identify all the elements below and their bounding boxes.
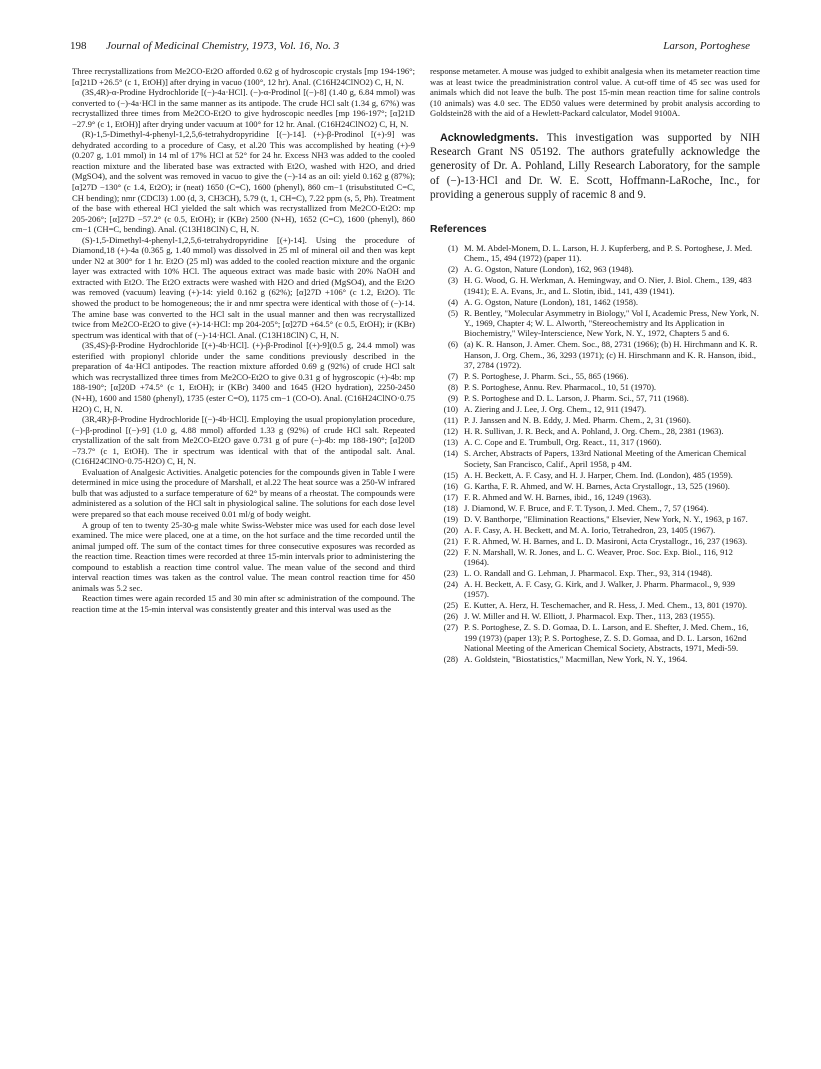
references-heading: References: [430, 223, 487, 236]
reference-item: [430, 579, 760, 600]
reference-item: [430, 492, 760, 502]
reference-text: P. J. Janssen and N. B. Eddy, J. Med. Pharm. Chem., 2, 31 (1960).: [464, 415, 691, 426]
page-header: [70, 40, 750, 56]
paragraph: (3S,4R)-α-Prodine Hydrochloride [(−)-4a·HCl]. (−)-α-Prodinol [(−)-8] (1.40 g, 6.84 mmol) was converted to (−)-4a·HCl in the same manner as its antipode. The crude HCl salt (1.34 g, 67%) was recrystallized three times from Me2CO-Et2O to give hydroscopic needles [mp 196-197°; [α]21D −27.9° (c 1, EtOH)] after drying under vacuum at 100° for 12 hr. Anal. (C16H24ClNO2) C, H, N.: [72, 87, 415, 129]
reference-text: H. G. Wood, G. H. Werkman, A. Hemingway, and O. Nier, J. Biol. Chem., 139, 483 (1941); E. A. Evans, Jr., and L. Slotin, ibid., 141, 439 (1941).: [464, 275, 752, 296]
paragraph: Three recrystallizations from Me2CO-Et2O afforded 0.62 g of hydroscopic crystals [mp 194-196°; [α]21D +26.5° (c 1, EtOH)] after drying in vacuo (100°, 12 hr). Anal. (C16H24ClNO2) C, H, N.: [72, 66, 415, 87]
paragraph: (S)-1,5-Dimethyl-4-phenyl-1,2,5,6-tetrahydropyridine [(+)-14]. Using the procedure of Diamond,18 (+)-4a (0.365 g, 1.40 mmol) was dissolved in 25 ml of mineral oil and then was kept under N2 at 300° for 1 hr. Et2O (25 ml) was added to the cooled reaction mixture and the organic layer was extracted with 10% HCl. The aqueous extract was made basic with 20% NaOH and extracted with Et2O. The Et2O extracts were washed with H2O and dried (MgSO4), and the Et2O was removed (vacuum) leaving (+)-14: yield 0.162 g (62%); [α]27D +106° (c 1.2, Et2O). Tlc showed the product to be homogeneous; the ir and nmr spectra were identical with those of (−)-14. The amine base was converted to the HCl salt in the usual manner and then was recrystallized twice from Me2CO-Et2O to give (+)-14·HCl: mp 204-205°; [α]27D +64.5° (c 0.5, EtOH); ir (KBr) spectrum was identical with that of (−)-14·HCl. Anal. (C13H18ClN) C, H, N.: [72, 234, 415, 340]
acknowledgments-text: This investigation was supported by NIH Research Grant NS 05192. The authors gratefully acknowledge the generosity of Dr. A. Pohland, Lilly Research Laboratory, for the sample of (−)-13·HCl and Dr. W. E. Scott, Hoffmann-LaRoche, Inc., for providing a generous supply of racemic 8 and 9.: [430, 131, 760, 201]
reference-number: (28): [443, 654, 458, 665]
reference-number: (15): [443, 469, 458, 480]
paragraph: (3S,4S)-β-Prodine Hydrochloride [(+)-4b·HCl]. (+)-β-Prodinol [(+)-9](0.5 g, 24.4 mmol) was esterified with propionyl chloride under the same conditions previously described in the preparation of 4a·HCl antipodes. The reaction mixture afforded 0.69 g (92%) of crude HCl salt which was recrystallized three times from Me2CO-Et2O to give 0.31 g of hygroscopic (+)-4b: mp 188-190°; [α]20D +74.5° (c 1, EtOH); ir (KBr) 3400 and 1645 (H2O hydration), 2250-2450 (N+H), 1600 and 1580 (phenyl), 1735 (ester C=O), 1175 cm−1 (CO-O). Anal. (C16H24ClNO·0.75 H2O) C, H, N.: [72, 340, 415, 414]
reference-number: (10): [443, 404, 458, 415]
reference-number: (19): [443, 513, 458, 524]
reference-text: A. Goldstein, "Biostatistics," Macmillan, New York, N. Y., 1964.: [464, 654, 688, 665]
reference-text: D. V. Banthorpe, "Elimination Reactions," Elsevier, New York, N. Y., 1963, p 167.: [464, 513, 748, 524]
running-authors: Larson, Portoghese: [663, 40, 750, 52]
reference-number: (20): [443, 524, 458, 535]
reference-item: [430, 243, 760, 264]
reference-number: (17): [443, 491, 458, 502]
reference-text: F. R. Ahmed, W. H. Barnes, and L. D. Masironi, Acta Crystallogr., 16, 237 (1963).: [464, 535, 748, 546]
reference-text: A. C. Cope and E. Trumbull, Org. React., 11, 317 (1960).: [464, 437, 662, 448]
reference-text: F. N. Marshall, W. R. Jones, and L. C. Weaver, Proc. Soc. Exp. Biol., 116, 912 (1964).: [464, 546, 733, 568]
reference-item: [430, 297, 760, 307]
reference-item: [430, 275, 760, 296]
paragraph: (R)-1,5-Dimethyl-4-phenyl-1,2,5,6-tetrahydropyridine [(−)-14]. (+)-β-Prodinol [(+)-9] was dehydrated according to a procedure of Casy, et al.20 This was accomplished by heating (+)-9 (0.207 g, 1.01 mmol) in 14 ml of 17% HCl at 52° for 24 hr. Excess NH3 was added to the cooled reaction mixture and the liberated base was extracted with Et2O, washed with H2O, and dried (MgSO4), and the solvent was removed in vacuo to give the (−)-14 as an oil: yield 0.162 g (87%); [α]27D −130° (c 1.4, Et2O); ir (neat) 1650 (C=C), 1600 (phenyl), 860 cm−1 (trisubstituted C=C, CH bending); nmr (CDCl3) 1.00 (d, 3, CH3CH), 5.79 (t, 1, CH=C), 7.22 ppm (s, 5, Ph). Treatment of the base with ethereal HCl yielded the salt which was recrystallized from Me2CO-Et2O: mp 205-206°; [α]27D −57.2° (c 0.5, EtOH); ir (KBr) 2500 (N+H), 1652 (C=C), 1600 (phenyl), 860 cm−1 (CH=C, bending). Anal. (C13H18ClN) C, H, N.: [72, 129, 415, 235]
reference-number: (8): [447, 382, 458, 393]
reference-item: [430, 339, 760, 370]
reference-number: (12): [443, 426, 458, 437]
reference-text: J. W. Miller and H. W. Elliott, J. Pharmacol. Exp. Ther., 113, 283 (1955).: [464, 611, 715, 622]
paragraph: A group of ten to twenty 25-30-g male white Swiss-Webster mice was used for each dose level examined. The mice were placed, one at a time, on the hot surface and the time recorded until the animal jumped off. The sum of the contact times for three consecutive exposures was recorded as the reaction time. Reaction times were recorded at three 15-min intervals prior to administering the compound to establish a reaction time control value. The mean value of the second and third interval reaction times was taken as the control value. The mean control reaction time for 450 animals was 5.2 sec.: [72, 519, 415, 593]
reference-text: P. S. Portoghese, Z. S. D. Gomaa, D. L. Larson, and E. Shefter, J. Med. Chem., 16, 199 (1973) (paper 13); P. S. Portoghese, Z. S. D. Gomaa, and D. L. Larson, 162nd National Meeting of the American Chemical Society, Abstracts, 1971, Medi-59.: [464, 622, 749, 654]
reference-item: [430, 426, 760, 436]
reference-number: (7): [447, 371, 458, 382]
reference-item: [430, 600, 760, 610]
paragraph: (3R,4R)-β-Prodine Hydrochloride [(−)-4b·HCl]. Employing the usual propionylation procedure, (−)-β-prodinol [(−)-9] (1.0 g, 4.88 mmol) afforded 1.33 g (92%) of crude HCl salt. Repeated crystallization of the salt from Me2CO-Et2O gave 0.731 g of pure (−)-4b: mp 188-190°; [α]20D −73.7° (c 1, EtOH). The ir spectrum was identical with that of the antipodal salt. Anal. (C16H24ClNO·0.75-H2O) C, H, N.: [72, 414, 415, 467]
reference-text: S. Archer, Abstracts of Papers, 133rd National Meeting of the American Chemical Society, San Francisco, Calif., April 1958, p 4M.: [464, 448, 747, 469]
reference-item: [430, 622, 760, 653]
reference-text: A. H. Beckett, A. F. Casy, G. Kirk, and J. Walker, J. Pharm. Pharmacol., 9, 939 (1957).: [464, 579, 736, 600]
reference-text: A. G. Ogston, Nature (London), 181, 1462 (1958).: [464, 296, 638, 307]
acknowledgments: [430, 131, 760, 202]
reference-item: [430, 264, 760, 274]
reference-number: (1): [447, 242, 458, 253]
reference-number: (24): [443, 579, 458, 590]
paragraph: response metameter. A mouse was judged to exhibit analgesia when its metameter reaction time was at least twice the preadministration control value. A cut-off time of 45 sec was used for animals which did not leave the bulb. The post 15-min mean reaction time for saline controls (10 animals) was 4.0 sec. The ED50 values were determined by probit analysis according to Goldstein28 with the aid of a Hewlett-Packard calculator, Model 9100A.: [430, 66, 760, 119]
reference-item: [430, 568, 760, 578]
reference-text: P. S. Portoghese and D. L. Larson, J. Pharm. Sci., 57, 711 (1968).: [464, 393, 689, 404]
reference-number: (23): [443, 568, 458, 579]
reference-text: R. Bentley, "Molecular Asymmetry in Biology," Vol I, Academic Press, New York, N. Y., 1969, Chapter 4; W. L. Alworth, "Stereochemistry and Its Application in Biochemistry," Wiley-Interscience, New York, N. Y., 1972, Chapters 5 and 6.: [464, 307, 759, 339]
reference-item: [430, 547, 760, 568]
reference-text: M. M. Abdel-Monem, D. L. Larson, H. J. Kupferberg, and P. S. Portoghese, J. Med. Chem., 15, 494 (1972) (paper 11).: [464, 242, 753, 264]
reference-text: A. G. Ogston, Nature (London), 162, 963 (1948).: [464, 264, 634, 275]
page-number: 198: [70, 40, 87, 52]
reference-item: [430, 404, 760, 414]
reference-number: (16): [443, 480, 458, 491]
paragraph: Reaction times were again recorded 15 and 30 min after sc administration of the compound. The reaction time at the 15-min interval was consistently greater and this interval was used as the: [72, 593, 415, 614]
reference-text: H. R. Sullivan, J. R. Beck, and A. Pohland, J. Org. Chem., 28, 2381 (1963).: [464, 426, 724, 437]
reference-item: [430, 415, 760, 425]
reference-text: G. Kartha, F. R. Ahmed, and W. H. Barnes, Acta Crystallogr., 13, 525 (1960).: [464, 480, 730, 491]
reference-text: A. F. Casy, A. H. Beckett, and M. A. Iorio, Tetrahedron, 23, 1405 (1967).: [464, 524, 716, 535]
reference-item: [430, 448, 760, 469]
paragraph: Evaluation of Analgesic Activities. Analgetic potencies for the compounds given in Table I were determined in mice using the procedure of Marshall, et al.22 The heat source was a 250-W infrared bulb that was adjusted to a surface temperature of 62° by means of a rheostat. The compounds were administered as a solution of the HCl salt in physiological saline. The solutions for each dose level were prepared so that each mouse received 0.01 ml/g of body weight.: [72, 466, 415, 519]
reference-number: (26): [443, 611, 458, 622]
reference-text: E. Kutter, A. Herz, H. Teschemacher, and R. Hess, J. Med. Chem., 13, 801 (1970).: [464, 600, 748, 611]
reference-text: L. O. Randall and G. Lehman, J. Pharmacol. Exp. Ther., 93, 314 (1948).: [464, 568, 713, 579]
reference-item: [430, 382, 760, 392]
reference-number: (25): [443, 600, 458, 611]
reference-item: [430, 393, 760, 403]
reference-number: (9): [447, 393, 458, 404]
reference-item: [430, 308, 760, 339]
reference-text: (a) K. R. Hanson, J. Amer. Chem. Soc., 88, 2731 (1966); (b) H. Hirchmann and K. R. Hanson, J. Org. Chem., 36, 3293 (1971); (c) H. Hirschmann and K. R. Hanson, ibid., 37, 2784 (1972).: [464, 339, 758, 371]
reference-item: [430, 481, 760, 491]
reference-number: (4): [447, 296, 458, 307]
reference-number: (13): [443, 437, 458, 448]
reference-text: A. Ziering and J. Lee, J. Org. Chem., 12, 911 (1947).: [464, 404, 647, 415]
right-column: [430, 66, 760, 665]
acknowledgments-heading: Acknowledgments.: [440, 131, 539, 144]
reference-number: (2): [447, 264, 458, 275]
reference-item: [430, 514, 760, 524]
reference-text: P. S. Portoghese, Annu. Rev. Pharmacol., 10, 51 (1970).: [464, 382, 657, 393]
reference-number: (21): [443, 535, 458, 546]
reference-number: (6): [447, 339, 458, 350]
reference-item: [430, 536, 760, 546]
reference-text: J. Diamond, W. F. Bruce, and F. T. Tyson, J. Med. Chem., 7, 57 (1964).: [464, 502, 709, 513]
reference-number: (3): [447, 275, 458, 286]
reference-item: [430, 503, 760, 513]
reference-item: [430, 371, 760, 381]
reference-text: A. H. Beckett, A. F. Casy, and H. J. Harper, Chem. Ind. (London), 485 (1959).: [464, 469, 733, 480]
reference-number: (27): [443, 622, 458, 633]
reference-text: F. R. Ahmed and W. H. Barnes, ibid., 16, 1249 (1963).: [464, 491, 652, 502]
journal-citation: Journal of Medicinal Chemistry, 1973, Vol. 16, No. 3: [106, 40, 340, 52]
reference-number: (11): [444, 415, 458, 426]
reference-list: [430, 243, 760, 665]
left-column: [72, 66, 415, 614]
reference-number: (5): [447, 307, 458, 318]
reference-item: [430, 611, 760, 621]
reference-item: [430, 525, 760, 535]
reference-item: [430, 654, 760, 664]
reference-number: (22): [443, 546, 458, 557]
reference-number: (18): [443, 502, 458, 513]
reference-item: [430, 437, 760, 447]
reference-text: P. S. Portoghese, J. Pharm. Sci., 55, 865 (1966).: [464, 371, 629, 382]
reference-item: [430, 470, 760, 480]
reference-number: (14): [443, 448, 458, 459]
